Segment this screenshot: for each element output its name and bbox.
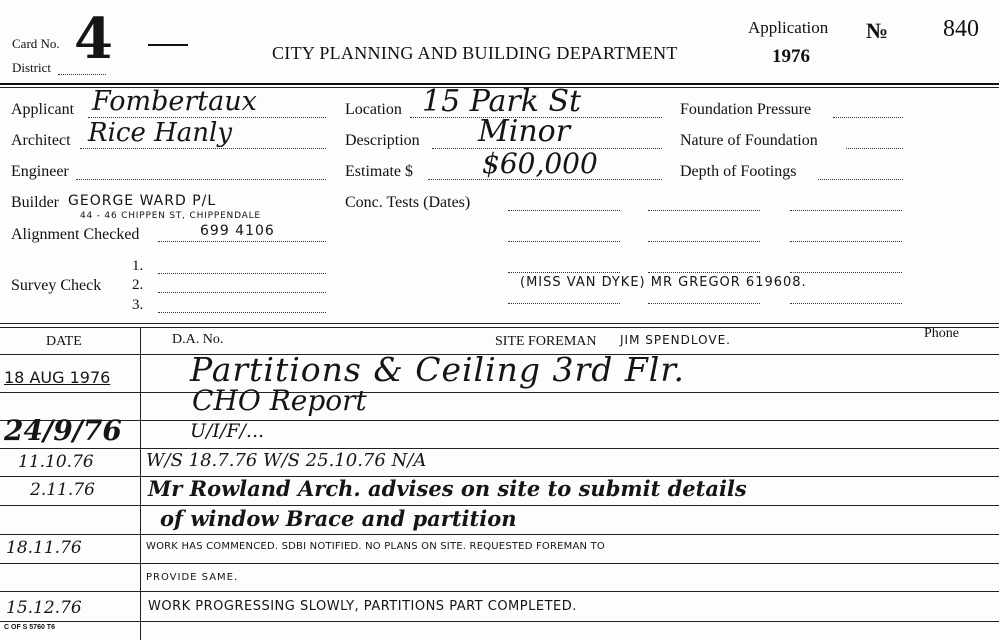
log-entry: CHO Report	[192, 384, 367, 417]
department-title: CITY PLANNING AND BUILDING DEPARTMENT	[272, 43, 678, 63]
log-rule-2	[0, 420, 999, 421]
log-date: 18 AUG 1976	[4, 368, 111, 387]
log-entry: W/S 18.7.76 W/S 25.10.76 N/A	[146, 450, 427, 471]
log-rule-7	[0, 563, 999, 564]
log-date: 2.11.76	[30, 480, 95, 500]
conc-dots-2c	[790, 241, 902, 242]
conc-dots-1a	[508, 210, 620, 211]
alignment-value: 699 4106	[200, 223, 275, 239]
conc-dots-2b	[648, 241, 760, 242]
card-no-label: Card No.	[12, 36, 60, 51]
applicant-value: Fombertaux	[92, 86, 257, 117]
log-column-divider	[140, 327, 141, 640]
log-entry: WORK HAS COMMENCED. SDBI NOTIFIED. NO PLANS ON SITE. REQUESTED FOREMAN TO	[146, 541, 605, 552]
nature-foundation-dots	[846, 148, 903, 149]
builder-value: GEORGE WARD P/L	[68, 193, 217, 209]
conc-dots-2a	[508, 241, 620, 242]
builder-address: 44 - 46 CHIPPEN ST, CHIPPENDALE	[80, 211, 261, 221]
foundation-pressure-dots	[833, 117, 903, 118]
number-symbol: №	[866, 18, 889, 43]
survey-dots-3	[158, 312, 326, 313]
card-no-value: 4	[74, 6, 113, 72]
log-entry: U/I/F/...	[190, 420, 265, 442]
phone-header: Phone	[924, 326, 959, 341]
date-header: DATE	[46, 334, 82, 349]
nature-foundation-label: Nature of Foundation	[680, 132, 818, 149]
conc-dots-4c	[790, 303, 902, 304]
survey-num-2: 2.	[132, 277, 144, 293]
survey-dots-2	[158, 292, 326, 293]
card-no-stroke	[148, 44, 188, 46]
foundation-pressure-label: Foundation Pressure	[680, 101, 812, 118]
depth-footings-dots	[818, 179, 903, 180]
survey-num-3: 3.	[132, 297, 144, 313]
description-value: Minor	[478, 114, 571, 149]
log-date: 11.10.76	[18, 452, 94, 472]
builder-label: Builder	[11, 194, 59, 211]
district-dots	[58, 74, 106, 75]
log-date: 18.11.76	[6, 538, 82, 558]
log-entry: PROVIDE SAME.	[146, 572, 239, 583]
description-label: Description	[345, 132, 420, 149]
contact-note: (MISS VAN DYKE) MR GREGOR 619608.	[520, 275, 807, 290]
location-value: 15 Park St	[422, 84, 582, 119]
conc-dots-1b	[648, 210, 760, 211]
log-entry: Mr Rowland Arch. advises on site to submit details	[148, 476, 747, 501]
survey-label: Survey Check	[11, 277, 102, 294]
alignment-label: Alignment Checked	[11, 226, 140, 243]
form-code: C OF S 5760 T6	[4, 624, 55, 631]
log-entry: Partitions & Ceiling 3rd Flr.	[190, 350, 685, 389]
architect-value: Rice Hanly	[88, 118, 233, 148]
log-entry: WORK PROGRESSING SLOWLY, PARTITIONS PART COMPLETED.	[148, 599, 577, 614]
conc-dots-4a	[508, 303, 620, 304]
application-number: 840	[943, 16, 979, 42]
engineer-label: Engineer	[11, 163, 69, 180]
log-rule-8	[0, 591, 999, 592]
details-rule-bottom	[0, 327, 999, 328]
alignment-dots	[158, 241, 326, 242]
foreman-value: JIM SPENDLOVE.	[620, 333, 731, 347]
survey-num-1: 1.	[132, 258, 144, 274]
log-date: 15.12.76	[6, 598, 82, 618]
log-rule-1	[0, 392, 999, 393]
log-rule-3	[0, 448, 999, 449]
conc-dots-1c	[790, 210, 902, 211]
conc-tests-label: Conc. Tests (Dates)	[345, 194, 471, 211]
log-date: 24/9/76	[4, 414, 122, 447]
log-entry: of window Brace and partition	[160, 506, 517, 531]
architect-label: Architect	[11, 132, 71, 149]
applicant-label: Applicant	[11, 101, 75, 118]
conc-dots-3a	[508, 272, 620, 273]
application-year: 1976	[772, 46, 810, 67]
survey-dots-1	[158, 273, 326, 274]
foreman-header: SITE FOREMAN	[495, 334, 597, 349]
estimate-value: $60,000	[482, 147, 598, 180]
conc-dots-4b	[648, 303, 760, 304]
district-label: District	[12, 60, 51, 75]
application-label: Application	[748, 18, 829, 37]
details-rule-top	[0, 323, 999, 324]
log-rule-9	[0, 621, 999, 622]
depth-footings-label: Depth of Footings	[680, 163, 797, 180]
log-rule-6	[0, 534, 999, 535]
estimate-label: Estimate $	[345, 163, 413, 180]
conc-dots-3b	[648, 272, 760, 273]
location-label: Location	[345, 101, 402, 118]
conc-dots-3c	[790, 272, 902, 273]
da-header: D.A. No.	[172, 332, 224, 347]
engineer-dots	[76, 179, 326, 180]
architect-dots	[80, 148, 326, 149]
